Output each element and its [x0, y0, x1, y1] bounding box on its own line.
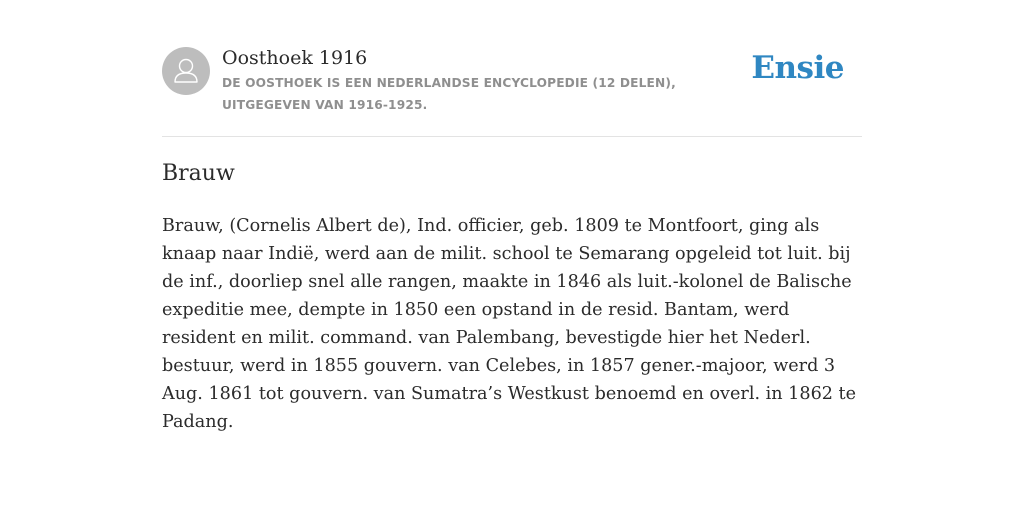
source-description: DE OOSTHOEK IS EEN NEDERLANDSE ENCYCLOPEDIE (12 DELEN), UITGEGEVEN VAN 1916-1925. [222, 76, 676, 112]
brand-logo[interactable]: Ensie [751, 50, 844, 86]
source-header [162, 44, 862, 137]
entry-title: Brauw [162, 161, 235, 186]
entry-body: Brauw, (Cornelis Albert de), Ind. officier, geb. 1809 te Montfoort, ging als knaap naar Indië, werd aan de milit. school te Semarang opgeleid tot luit. bij de inf., doorliep snel alle rangen, maakte in 1846 als luit.-kolonel de Balische expeditie mee, dempte in 1850 een opstand in de resid. Bantam, werd resident en milit. command. van Palembang, bevestigde hier het Nederl. bestuur, werd in 1855 gouvern. van Celebes, in 1857 gener.-majoor, werd 3 Aug. 1861 tot gouvern. van Sumatra’s Westkust benoemd en overl. in 1862 te Padang. [162, 216, 857, 432]
user-placeholder-icon[interactable] [162, 47, 210, 95]
source-info [222, 44, 762, 116]
source-title[interactable]: Oosthoek 1916 [222, 47, 368, 69]
